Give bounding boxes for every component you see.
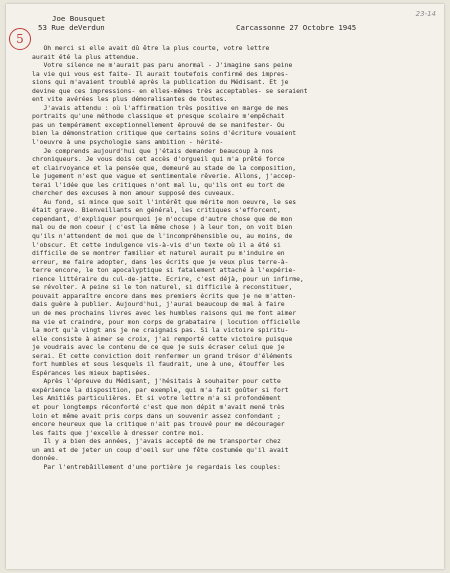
letter-line: Je comprends aujourd'hui que j'étais demander beaucoup à nos [32,146,274,155]
letter-line: la mort qu'à vingt ans je ne craignais pas. Si la victoire spiritu- [32,326,289,335]
letter-line: qu'ils n'attendent de moi que de l'incompréhensible ou, au moins, de [32,232,293,241]
letter-line: Par l'entrebâillement d'une portière je regardais les couples: [32,462,281,471]
letter-line: Au fond, si mince que soit l'intérêt que mérite mon oeuvre, le ses [32,197,297,206]
letter-line: cependant, d'expliquer pourquoi je m'occupe d'autre chose que de mon [32,214,293,223]
letter-line: je voudrais avec le contenu de ce que je suis écraser celui que je [32,343,285,352]
letter-line: rience littéraire du cul-de-jatte. Ecrire, c'est déjà, pour un infirme, [32,274,304,283]
letter-line: serai. Et cette conviction doit renfermer un grand trésor d'éléments [32,351,293,360]
letter-line: se révolter. A peine si le ton naturel, si difficile à reconstituer, [32,283,293,292]
letter-line: et pour longtemps réconforté c'est que mon dépit m'avait mené très [32,402,285,411]
letter-line: expérience la disposition, par exemple, qui m'a fait goûter si fort [32,385,289,394]
letter-line: elle consiste à aimer se croix, j'ai remporté cette victoire puisque [32,334,293,343]
letter-line: les Amitiés particulières. Et si votre lettre m'a si profondément [32,394,281,403]
letter-line: dais guère à publier. Aujourd'hui, j'aurai beaucoup de mal à faire [32,300,285,309]
letter-line: erreur, me faire adopter, dans les écrits que je veux plus terre-à- [32,257,289,266]
letter-line: loin et même avait pris corps dans un souvenir assez confondant ; [32,411,281,420]
sender-block [38,14,105,32]
letter-page [6,4,444,569]
letter-line: difficile de se montrer familier et naturel aurait pu m'induire en [32,249,285,258]
letter-line: fort humbles et sous lesquels il faudrait, une à une, étouffer les [32,360,285,369]
letter-line: un ami et de jeter un coup d'oeil sur une fête costumée qu'il avait [32,445,289,454]
letter-line: chercher des excuses à mon amour supposé des cuveaux. [32,189,235,198]
sender-address: 53 Rue deVerdun [38,23,105,32]
letter-line: l'oeuvre à une psychologie sans ambition - hérité- [32,138,224,147]
letter-line: devine que ces impressions- en elles-mêmes très acceptables- se seraient [32,86,308,95]
circled-page-number [9,28,31,50]
circled-number-text: 5 [16,32,24,46]
letter-line: ent vite avérées les plus démoralisantes de toutes. [32,95,228,104]
letter-line: le jugement n'est que vague et sentimentale rêverie. Allons, j'accep- [32,172,297,181]
letter-line: terai l'idée que les critiques n'ont mal lu, qu'ils ont eu tort de [32,180,285,189]
letter-line: était grave. Bienveillants en général, les critiques s'efforcent, [32,206,281,215]
letter-line: ma vie et craindre, pour mon corps de grabataire ( locution officielle [32,317,300,326]
letter-line: pouvait apparaître encore dans mes premiers écrits que je ne m'atten- [32,291,297,300]
letter-line: un de mes prochains livres avec les humbles raisons qui me font aimer [32,308,297,317]
letter-line: donnée. [32,454,59,463]
letter-line: et clairvoyance et la pensée que, demeuré au stade de la composition, [32,163,297,172]
sender-name: Joe Bousquet [52,14,106,23]
letter-line: la vie qui vous est faite- Il aurait toutefois confirmé des impres- [32,69,289,78]
archive-reference: 23-14 [415,10,436,18]
letter-body [32,44,442,471]
letter-line: aurait été la plus attendue. [32,52,140,61]
letter-line: sions qui m'avaient troublé après la publication du Médisant. Et je [32,78,289,87]
letter-line: encore heureux que la critique n'ait pas trouvé pour me décourager [32,420,285,429]
letter-line: terre encore, le ton apocalyptique si fatalement attaché à l'expérie- [32,266,297,275]
letter-line: Espérances les mieux baptisées. [32,368,151,377]
letter-line: J'avais attendu : où l'affirmation très positive en marge de mes [32,103,289,112]
letter-line: portraits qu'une méthode classique et presque scolaire m'empêchait [32,112,285,121]
letter-line: Il y a bien des années, j'avais accepté de me transporter chez [32,437,281,446]
letter-line: bien la démonstration critique que certains soins d'écriture vouaient [32,129,297,138]
letter-line: Oh merci si elle avait dû être la plus courte, votre lettre [32,44,270,52]
letter-line: Après l'épreuve du Médisant, j'hésitais à souhaiter pour cette [32,377,281,386]
letter-line: l'obscur. Et cette indulgence vis-à-vis d'un texte où il a été si [32,240,281,249]
letter-line: chroniqueurs. Je vous dois cet accès d'orgueil qui m'a prêté force [32,155,285,164]
letter-line: pas un tempérament exceptionnellement éprouvé de se manifester- Ou [32,120,285,129]
letter-line: mal ou de mon coeur ( c'est la même chose ) à leur ton, on voit bien [32,223,293,232]
letter-line: Votre silence ne m'aurait pas paru anormal - J'imagine sans peine [32,61,293,70]
place-and-date: Carcassonne 27 Octobre 1945 [236,23,357,32]
letter-line: les faits que j'excelle à dresser contre moi. [32,428,205,437]
